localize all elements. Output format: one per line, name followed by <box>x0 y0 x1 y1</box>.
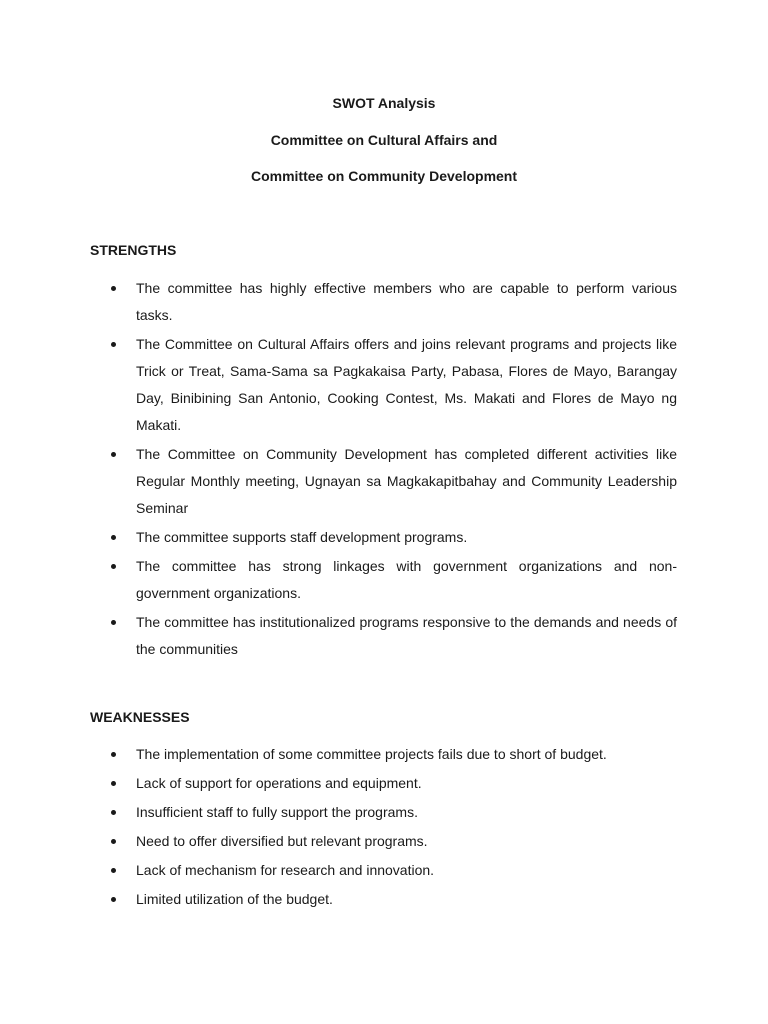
list-item <box>110 331 677 439</box>
bullet-icon <box>110 770 118 797</box>
list-item-text: The Committee on Cultural Affairs offers and joins relevant programs and projects like Trick or Treat, Sama-Sama sa Pagkakaisa Party, Pabasa, Flores de Mayo, Barangay Day, Binibining San Antonio, Cooking Contest, Ms. Makati and Flores de Mayo ng Makati. <box>136 336 677 433</box>
list-item-text: The committee has highly effective members who are capable to perform various tasks. <box>136 280 677 323</box>
list-item <box>110 275 677 329</box>
list-item-text: Need to offer diversified but relevant programs. <box>136 833 428 849</box>
strengths-heading: STRENGTHS <box>90 242 177 258</box>
bullet-icon <box>110 331 118 358</box>
bullet-icon <box>110 553 118 580</box>
list-item-text: The committee has strong linkages with government organizations and non-government organizations. <box>136 558 677 601</box>
list-item <box>110 828 677 855</box>
list-item-text: Lack of mechanism for research and innovation. <box>136 862 435 878</box>
list-item <box>110 799 677 826</box>
list-item <box>110 886 677 913</box>
list-item-text: The implementation of some committee projects fails due to short of budget. <box>136 746 607 762</box>
bullet-icon <box>110 609 118 636</box>
bullet-icon <box>110 741 118 768</box>
list-item-text: The committee supports staff development programs. <box>136 529 468 545</box>
list-item <box>110 609 677 663</box>
list-item-text: Lack of support for operations and equipment. <box>136 775 422 791</box>
list-item-text: The committee has institutionalized programs responsive to the demands and needs of the communities <box>136 614 677 657</box>
bullet-icon <box>110 275 118 302</box>
document-subtitle-2: Committee on Community Development <box>250 168 518 184</box>
list-item-text: The Committee on Community Development has completed different activities like Regular Monthly meeting, Ugnayan sa Magkakapitbahay and Community Leadership Seminar <box>136 446 677 516</box>
strengths-list <box>110 275 677 665</box>
bullet-icon <box>110 441 118 468</box>
bullet-icon <box>110 828 118 855</box>
list-item <box>110 770 677 797</box>
list-item <box>110 524 677 551</box>
bullet-icon <box>110 524 118 551</box>
list-item-text: Insufficient staff to fully support the programs. <box>136 804 418 820</box>
weaknesses-list <box>110 741 677 915</box>
bullet-icon <box>110 799 118 826</box>
list-item <box>110 441 677 522</box>
weaknesses-heading: WEAKNESSES <box>90 709 190 725</box>
list-item <box>110 741 677 768</box>
bullet-icon <box>110 857 118 884</box>
list-item <box>110 553 677 607</box>
bullet-icon <box>110 886 118 913</box>
document-subtitle-1: Committee on Cultural Affairs and <box>270 132 498 148</box>
list-item <box>110 857 677 884</box>
list-item-text: Limited utilization of the budget. <box>136 891 333 907</box>
document-title: SWOT Analysis <box>332 95 436 111</box>
